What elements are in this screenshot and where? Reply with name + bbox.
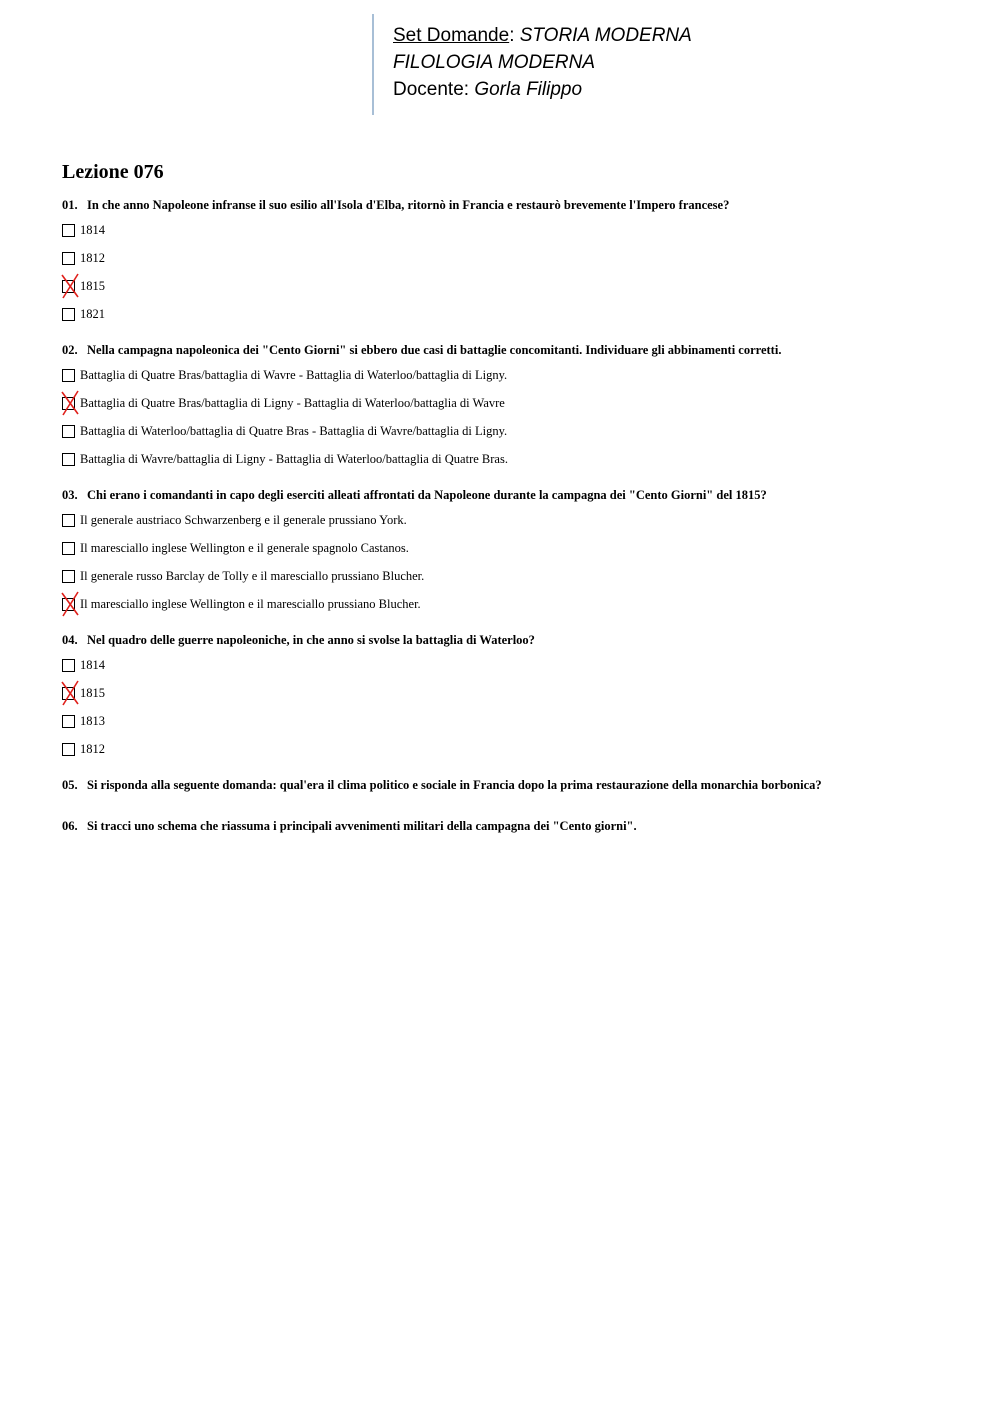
- question-number: 03.: [62, 488, 78, 502]
- question-label: In che anno Napoleone infranse il suo esilio all'Isola d'Elba, ritornò in Francia e restaurò brevemente l'Impero francese?: [87, 198, 730, 212]
- answer-option[interactable]: [62, 649, 962, 677]
- spacer: [62, 761, 962, 776]
- question-number: 02.: [62, 343, 78, 357]
- question-number: 05.: [62, 778, 78, 792]
- question-text: [62, 776, 962, 794]
- checkbox[interactable]: [62, 425, 75, 438]
- set-label: Set Domande: [393, 25, 510, 46]
- spacer: [62, 326, 962, 341]
- question-text: [62, 486, 962, 504]
- answer-option[interactable]: [62, 443, 962, 471]
- lesson-title: Lezione 076: [62, 161, 164, 183]
- options-list: [62, 649, 962, 761]
- question-number: 01.: [62, 198, 78, 212]
- checkbox[interactable]: [62, 224, 75, 237]
- answer-option[interactable]: [62, 359, 962, 387]
- option-text: 1814: [80, 658, 105, 672]
- option-text: Il maresciallo inglese Wellington e il generale spagnolo Castanos.: [80, 541, 409, 555]
- answer-option[interactable]: [62, 270, 962, 298]
- answer-option[interactable]: [62, 532, 962, 560]
- option-text: Battaglia di Waterloo/battaglia di Quatre Bras - Battaglia di Wavre/battaglia di Ligny.: [80, 424, 508, 438]
- option-text: Battaglia di Quatre Bras/battaglia di Wavre - Battaglia di Waterloo/battaglia di Ligny.: [80, 368, 508, 382]
- cross-mark-icon: [59, 273, 81, 299]
- question-3: [62, 486, 962, 616]
- set-line: [393, 22, 872, 49]
- document-header: [372, 14, 872, 115]
- question-6: [62, 817, 962, 835]
- teacher-name: Gorla Filippo: [474, 79, 583, 100]
- question-text: [62, 196, 962, 214]
- answer-option[interactable]: [62, 705, 962, 733]
- teacher-label: Docente:: [393, 79, 470, 100]
- answer-option[interactable]: [62, 504, 962, 532]
- question-label: Nella campagna napoleonica dei "Cento Giorni" si ebbero due casi di battaglie concomitanti. Individuare gli abbinamenti corretti.: [87, 343, 782, 357]
- question-5: [62, 776, 962, 794]
- question-label: Si risponda alla seguente domanda: qual'era il clima politico e sociale in Francia dopo la prima restaurazione della monarchia borbonica?: [87, 778, 822, 792]
- question-4: [62, 631, 962, 761]
- answer-option[interactable]: [62, 733, 962, 761]
- checkbox[interactable]: [62, 542, 75, 555]
- options-list: [62, 504, 962, 616]
- answer-option[interactable]: [62, 387, 962, 415]
- options-list: [62, 359, 962, 471]
- checkbox[interactable]: [62, 570, 75, 583]
- course-name: FILOLOGIA MODERNA: [393, 52, 595, 73]
- checkbox[interactable]: [62, 308, 75, 321]
- checkbox[interactable]: [62, 743, 75, 756]
- option-text: 1815: [80, 279, 105, 293]
- subject-name: STORIA MODERNA: [519, 25, 692, 46]
- question-number: 06.: [62, 819, 78, 833]
- spacer: [62, 794, 962, 817]
- answer-option[interactable]: [62, 415, 962, 443]
- checkbox[interactable]: [62, 659, 75, 672]
- question-label: Si tracci uno schema che riassuma i principali avvenimenti militari della campagna dei "Cento giorni".: [87, 819, 637, 833]
- checkbox[interactable]: [62, 453, 75, 466]
- cross-mark-icon: [59, 390, 81, 416]
- option-text: 1814: [80, 223, 105, 237]
- cross-mark-icon: [59, 591, 81, 617]
- question-text: [62, 817, 962, 835]
- answer-option[interactable]: [62, 588, 962, 616]
- option-text: 1813: [80, 714, 105, 728]
- question-label: Nel quadro delle guerre napoleoniche, in che anno si svolse la battaglia di Waterloo?: [87, 633, 535, 647]
- question-2: [62, 341, 962, 471]
- checkbox[interactable]: [62, 252, 75, 265]
- teacher-line: [393, 76, 872, 103]
- question-label: Chi erano i comandanti in capo degli eserciti alleati affrontati da Napoleone durante la campagna dei "Cento Giorni" del 1815?: [87, 488, 767, 502]
- option-text: Il maresciallo inglese Wellington e il maresciallo prussiano Blucher.: [80, 597, 421, 611]
- cross-mark-icon: [59, 680, 81, 706]
- question-text: [62, 341, 962, 359]
- question-text: [62, 631, 962, 649]
- option-text: 1815: [80, 686, 105, 700]
- answer-option[interactable]: [62, 560, 962, 588]
- answer-option[interactable]: [62, 677, 962, 705]
- option-text: Battaglia di Wavre/battaglia di Ligny - Battaglia di Waterloo/battaglia di Quatre Bras.: [80, 452, 508, 466]
- checkbox[interactable]: [62, 514, 75, 527]
- checkbox[interactable]: [62, 369, 75, 382]
- option-text: Il generale russo Barclay de Tolly e il maresciallo prussiano Blucher.: [80, 569, 425, 583]
- checkbox[interactable]: [62, 715, 75, 728]
- option-text: 1821: [80, 307, 105, 321]
- option-text: Battaglia di Quatre Bras/battaglia di Ligny - Battaglia di Waterloo/battaglia di Wavre: [80, 396, 505, 410]
- option-text: 1812: [80, 251, 105, 265]
- spacer: [62, 471, 962, 486]
- answer-option[interactable]: [62, 214, 962, 242]
- question-1: [62, 196, 962, 326]
- set-separator: :: [509, 25, 515, 46]
- option-text: Il generale austriaco Schwarzenberg e il generale prussiano York.: [80, 513, 407, 527]
- spacer: [62, 616, 962, 631]
- questions-list: [62, 196, 962, 835]
- option-text: 1812: [80, 742, 105, 756]
- options-list: [62, 214, 962, 326]
- answer-option[interactable]: [62, 298, 962, 326]
- answer-option[interactable]: [62, 242, 962, 270]
- question-number: 04.: [62, 633, 78, 647]
